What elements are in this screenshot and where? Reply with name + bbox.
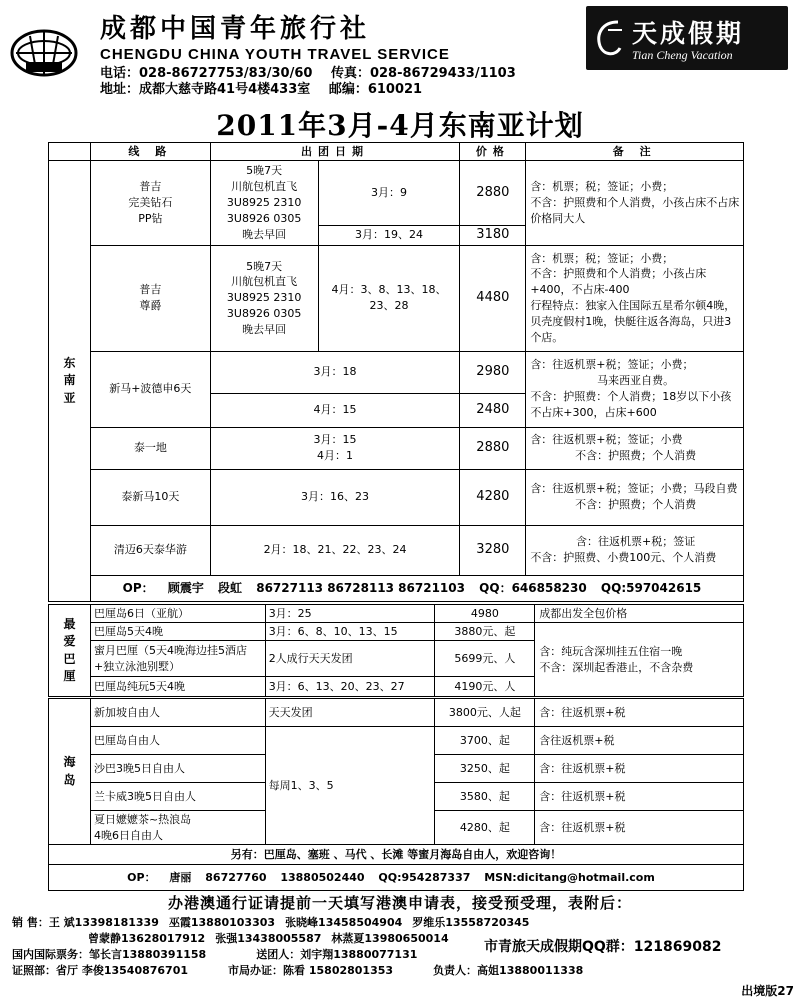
price-cell: 4280 — [460, 469, 526, 525]
agency-name-en: CHENGDU CHINA YOUTH TRAVEL SERVICE — [100, 46, 450, 63]
fax-text: 传真：028-86729433/1103 — [330, 66, 516, 81]
remark-cell: 含：机票；税；签证；小费； 不含：护照费和个人消费，小孩占床不占床价格同大人 — [526, 161, 744, 246]
route-cell: 普吉 完美钻石 PP钻 — [90, 161, 210, 246]
agency-name-cn: 成都中国青年旅行社 — [100, 14, 371, 44]
brand-name-en: Tian Cheng Vacation — [632, 48, 733, 62]
date-cell: 3月：25 — [265, 605, 435, 623]
op-name: 唐丽 — [169, 870, 192, 884]
address-text: 地址：成都大慈寺路41号4楼433室 — [100, 82, 311, 97]
table-row — [49, 623, 744, 641]
page-title: 2011年3月-4月东南亚计划 — [216, 109, 584, 142]
price-cell: 2980 — [460, 351, 526, 393]
island-contact-row — [49, 865, 744, 891]
price-cell: 3250、起 — [435, 755, 535, 783]
op-name-2: 段虹 — [218, 580, 243, 595]
region-label-bali: 最 爱 巴 厘 — [49, 605, 91, 697]
southeast-asia-table — [48, 142, 744, 602]
postcode-text: 邮编：610021 — [328, 82, 423, 97]
remark-cell: 含：往返机票+税；签证 不含：护照费、小费100元、个人消费 — [526, 525, 744, 575]
route-cell: 夏日嬷嬷茶~热浪岛 4晚6日自由人 — [90, 811, 265, 845]
qq-group-text: 市青旅天成假期QQ群：121869082 — [484, 939, 722, 955]
table-row — [49, 605, 744, 623]
cyts-logo-icon — [10, 28, 78, 78]
date-cell: 2月：18、21、22、23、24 — [210, 525, 460, 575]
route-cell: 兰卡威3晚5日自由人 — [90, 783, 265, 811]
visa-notice: 办港澳通行证请提前一天填写港澳申请表，接受预受理，表附后： — [167, 894, 632, 912]
op-phone-2: 13880502440 — [280, 870, 365, 884]
flight-cell: 5晚7天 川航包机直飞 3U8925 2310 3U8926 0305 晚去早回 — [210, 245, 318, 351]
remark-cell: 含：往返机票+税 — [535, 755, 744, 783]
price-cell: 4980 — [435, 605, 535, 623]
table-row — [49, 727, 744, 755]
price-cell: 3800元、人起 — [435, 699, 535, 727]
date-cell: 3月：19、24 — [318, 226, 460, 246]
table-row — [49, 525, 744, 575]
remark-cell: 含：往返机票+税；签证；小费； 马来西亚自费。 不含：护照费：个人消费；18岁以下小孩不占床+300，占床+600 — [526, 351, 744, 427]
op-phone-1: 86727760 — [205, 870, 267, 884]
table-row — [49, 161, 744, 226]
contact-line-2 — [100, 78, 436, 97]
price-cell: 3580、起 — [435, 783, 535, 811]
date-cell: 3月：6、8、10、13、15 — [265, 623, 435, 641]
date-cell: 3月：6、13、20、23、27 — [265, 677, 435, 697]
date-cell: 3月：9 — [318, 161, 460, 226]
date-cell: 3月：16、23 — [210, 469, 460, 525]
phone-text: 电话：028-86727753/83/30/60 — [100, 66, 313, 81]
sales-line-2: 曾蒙静13628017912 张强13438005587 林蒸夏13980650014 — [88, 932, 449, 945]
route-cell: 沙巴3晚5日自由人 — [90, 755, 265, 783]
route-cell: 巴厘岛6日（亚航） — [90, 605, 265, 623]
price-cell: 3280 — [460, 525, 526, 575]
brand-swirl-icon — [594, 16, 624, 60]
remark-cell: 含：往返机票+税 — [535, 699, 744, 727]
remark-cell: 成都出发全包价格 — [535, 605, 744, 623]
route-cell: 普吉 尊爵 — [90, 245, 210, 351]
price-cell: 3700、起 — [435, 727, 535, 755]
table-row — [49, 427, 744, 469]
price-cell: 5699元、人 — [435, 641, 535, 677]
other-islands-row — [49, 845, 744, 865]
region-label-island: 海 岛 — [49, 699, 91, 845]
date-cell: 4月：3、8、13、18、23、28 — [318, 245, 460, 351]
route-cell: 巴厘岛纯玩5天4晚 — [90, 677, 265, 697]
price-cell: 3180 — [460, 226, 526, 246]
page-mark: 出境版27 — [741, 984, 794, 998]
date-cell: 每周1、3、5 — [265, 727, 435, 845]
op-name: 顾震宇 — [167, 580, 204, 595]
remark-cell: 含：往返机票+税 — [535, 811, 744, 845]
op-msn: MSN:dicitang@hotmail.com — [484, 870, 655, 884]
op-label: OP： — [127, 870, 156, 884]
brand-logo-box — [586, 6, 788, 70]
date-cell: 2人成行天天发团 — [265, 641, 435, 677]
route-cell: 泰新马10天 — [90, 469, 210, 525]
price-cell: 3880元、起 — [435, 623, 535, 641]
price-cell: 2480 — [460, 393, 526, 427]
header-remark: 备 注 — [526, 143, 744, 161]
op-qq-2: QQ:597042615 — [600, 580, 702, 595]
date-cell: 3月：18 — [210, 351, 460, 393]
table-row — [49, 699, 744, 727]
bali-table — [48, 604, 744, 697]
route-cell: 巴厘岛自由人 — [90, 727, 265, 755]
route-cell: 巴厘岛5天4晚 — [90, 623, 265, 641]
other-islands-note: 另有：巴厘岛、塞班 、马代 、长滩 等蜜月海岛自由人，欢迎咨询！ — [49, 845, 744, 865]
price-cell: 4480 — [460, 245, 526, 351]
route-cell: 泰一地 — [90, 427, 210, 469]
sales-line-1: 销 售：王 斌13398181339 巫霞13880103303 张晓峰13458504904 罗维乐13558720345 — [12, 916, 530, 929]
header-date: 出团日期 — [210, 143, 460, 161]
table-row — [49, 245, 744, 351]
remark-cell: 含：往返机票+税；签证；小费；马段自费 不含：护照费；个人消费 — [526, 469, 744, 525]
price-cell: 2880 — [460, 427, 526, 469]
table-row — [49, 351, 744, 393]
remark-cell: 含往返机票+税 — [535, 727, 744, 755]
header-price: 价格 — [460, 143, 526, 161]
date-cell: 3月：15 4月：1 — [210, 427, 460, 469]
table-header-row — [49, 143, 744, 161]
op-label: OP： — [122, 580, 154, 595]
remark-cell: 含：纯玩含深圳挂五住宿一晚 不含：深圳起香港止，不含杂费 — [535, 623, 744, 697]
date-cell: 4月：15 — [210, 393, 460, 427]
route-cell: 新加坡自由人 — [90, 699, 265, 727]
route-cell: 新马+波德申6天 — [90, 351, 210, 427]
sea-contact-row — [49, 575, 744, 601]
table-row — [49, 469, 744, 525]
island-table — [48, 698, 744, 891]
route-cell: 清迈6天泰华游 — [90, 525, 210, 575]
price-cell: 4280、起 — [435, 811, 535, 845]
op-qq: QQ:954287337 — [378, 870, 471, 884]
date-cell: 天天发团 — [265, 699, 435, 727]
op-phones: 86727113 86728113 86721103 — [256, 580, 465, 595]
brand-name-cn: 天成假期 — [632, 19, 745, 48]
route-cell: 蜜月巴厘（5天4晚海边挂5酒店+独立泳池别墅） — [90, 641, 265, 677]
header — [0, 0, 800, 100]
remark-cell: 含：机票；税；签证；小费； 不含：护照费和个人消费；小孩占床+400，不占床-400 行程特点：独家入住国际五星希尔顿4晚，贝壳度假村1晚，快艇往返各海岛，只进3个店。 — [526, 245, 744, 351]
region-label-sea: 东 南 亚 — [49, 161, 91, 602]
flight-cell: 5晚7天 川航包机直飞 3U8925 2310 3U8926 0305 晚去早回 — [210, 161, 318, 246]
sales-line-4: 证照部：省厅 李俊13540876701 市局办证：陈看 15802801353 负责人：高姐13880011338 — [12, 964, 584, 977]
sales-line-3: 国内国际票务：邹长言13880391158 送团人：刘宇翔13880077131 — [12, 948, 418, 961]
price-cell: 4190元、人 — [435, 677, 535, 697]
header-route: 线 路 — [90, 143, 210, 161]
price-cell: 2880 — [460, 161, 526, 226]
op-qq-1: QQ：646858230 — [479, 580, 587, 595]
remark-cell: 含：往返机票+税；签证；小费 不含：护照费；个人消费 — [526, 427, 744, 469]
remark-cell: 含：往返机票+税 — [535, 783, 744, 811]
